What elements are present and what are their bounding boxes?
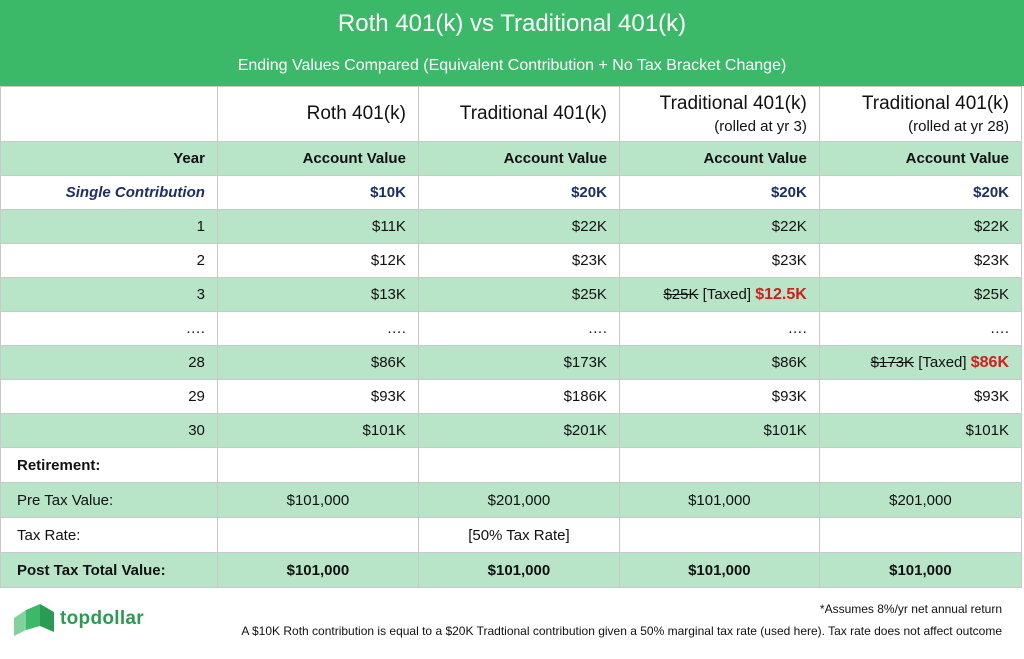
column-title: Traditional 401(k) (861, 92, 1009, 114)
post-tax-row (1, 553, 1022, 588)
retirement-heading-row (1, 448, 1022, 483)
cell-value: $201K (418, 414, 619, 448)
footnote-return: *Assumes 8%/yr net annual return (819, 602, 1002, 616)
table-row (1, 312, 1022, 346)
tax-rate-value (819, 518, 1021, 553)
pre-tax-value: $201,000 (819, 483, 1021, 518)
row-label: 1 (1, 210, 218, 244)
cell-value: $25K (819, 278, 1021, 312)
cell-value: $13K (217, 278, 418, 312)
taxed-note: [Taxed] (918, 353, 967, 371)
cell-value: …. (217, 312, 418, 346)
cell-value: $25K (418, 278, 619, 312)
row-label: 3 (1, 278, 218, 312)
cell-value: $22K (619, 210, 819, 244)
account-value-header: Account Value (619, 142, 819, 176)
post-tax-value: $101,000 (619, 553, 819, 588)
page-title: Roth 401(k) vs Traditional 401(k) (337, 10, 687, 37)
rolled-cell (819, 346, 1021, 380)
column-header-roth (217, 87, 418, 142)
cell-value: $11K (217, 210, 418, 244)
column-header-traditional (418, 87, 619, 142)
column-header-row (1, 87, 1022, 142)
topdollar-logo-icon (14, 604, 54, 636)
struck-value: $25K (663, 285, 699, 303)
taxed-value: $12.5K (755, 285, 807, 303)
table-row (1, 380, 1022, 414)
empty-cell (619, 448, 819, 483)
account-value-header: Account Value (217, 142, 418, 176)
taxed-note: [Taxed] (702, 285, 752, 303)
row-label: 2 (1, 244, 218, 278)
cell-value: $12K (217, 244, 418, 278)
cell-value: $101K (819, 414, 1021, 448)
post-tax-value: $101,000 (217, 553, 418, 588)
cell-value: $93K (819, 380, 1021, 414)
table-row (1, 210, 1022, 244)
pre-tax-value: $101,000 (619, 483, 819, 518)
cell-value: $23K (418, 244, 619, 278)
cell-value: …. (619, 312, 819, 346)
subheader-row (1, 142, 1022, 176)
cell-value: $186K (418, 380, 619, 414)
cell-value: $86K (217, 346, 418, 380)
column-title: Traditional 401(k) (659, 92, 807, 114)
table-row (1, 414, 1022, 448)
pre-tax-value: $101,000 (217, 483, 418, 518)
account-value-header: Account Value (819, 142, 1021, 176)
table-row (1, 278, 1022, 312)
footnote-tax: A $10K Roth contribution is equal to a $20K Tradtional contribution given a 50% marginal tax rate (used here). Tax rate does not affect outcome (241, 624, 1002, 638)
cell-value: …. (819, 312, 1021, 346)
cell-value: $20K (819, 176, 1021, 210)
post-tax-label: Post Tax Total Value: (1, 553, 218, 588)
column-header-traditional-rolled-yr28 (819, 87, 1021, 142)
header-banner (0, 0, 1024, 86)
tax-rate-value (619, 518, 819, 553)
row-label: Single Contribution (1, 176, 218, 210)
table-row (1, 176, 1022, 210)
cell-value: $20K (619, 176, 819, 210)
taxed-value: $86K (970, 353, 1009, 371)
cell-value: $93K (619, 380, 819, 414)
row-label: 29 (1, 380, 218, 414)
post-tax-value: $101,000 (418, 553, 619, 588)
cell-value: $86K (619, 346, 819, 380)
table-row (1, 346, 1022, 380)
pre-tax-label: Pre Tax Value: (1, 483, 218, 518)
cell-value: $23K (819, 244, 1021, 278)
empty-cell (418, 448, 619, 483)
empty-cell (217, 448, 418, 483)
pre-tax-value: $201,000 (418, 483, 619, 518)
row-label: 28 (1, 346, 218, 380)
cell-value: $101K (619, 414, 819, 448)
account-value-header: Account Value (418, 142, 619, 176)
column-header-traditional-rolled-yr3 (619, 87, 819, 142)
cell-value: $101K (217, 414, 418, 448)
cell-value: $173K (418, 346, 619, 380)
row-label: …. (1, 312, 218, 346)
tax-rate-row (1, 518, 1022, 553)
column-title: Traditional 401(k) (459, 103, 607, 124)
tax-rate-value: [50% Tax Rate] (418, 518, 619, 553)
row-label: 30 (1, 414, 218, 448)
cell-value: $22K (418, 210, 619, 244)
brand-name: topdollar (60, 608, 144, 629)
cell-value: $22K (819, 210, 1021, 244)
table-row (1, 244, 1022, 278)
cell-value: $10K (217, 176, 418, 210)
column-title: Roth 401(k) (306, 103, 406, 124)
pre-tax-row (1, 483, 1022, 518)
rolled-cell (619, 278, 819, 312)
struck-value: $173K (870, 353, 915, 371)
comparison-table (0, 86, 1022, 588)
tax-rate-value (217, 518, 418, 553)
cell-value: …. (418, 312, 619, 346)
year-header: Year (1, 142, 218, 176)
retirement-heading: Retirement: (1, 448, 218, 483)
post-tax-value: $101,000 (819, 553, 1021, 588)
header-empty-cell (1, 87, 218, 142)
page-subtitle: Ending Values Compared (Equivalent Contribution + No Tax Bracket Change) (237, 57, 787, 74)
cell-value: $23K (619, 244, 819, 278)
empty-cell (819, 448, 1021, 483)
tax-rate-label: Tax Rate: (1, 518, 218, 553)
cell-value: $20K (418, 176, 619, 210)
column-subtitle: (rolled at yr 28) (908, 117, 1009, 135)
cell-value: $93K (217, 380, 418, 414)
column-subtitle: (rolled at yr 3) (714, 117, 807, 135)
